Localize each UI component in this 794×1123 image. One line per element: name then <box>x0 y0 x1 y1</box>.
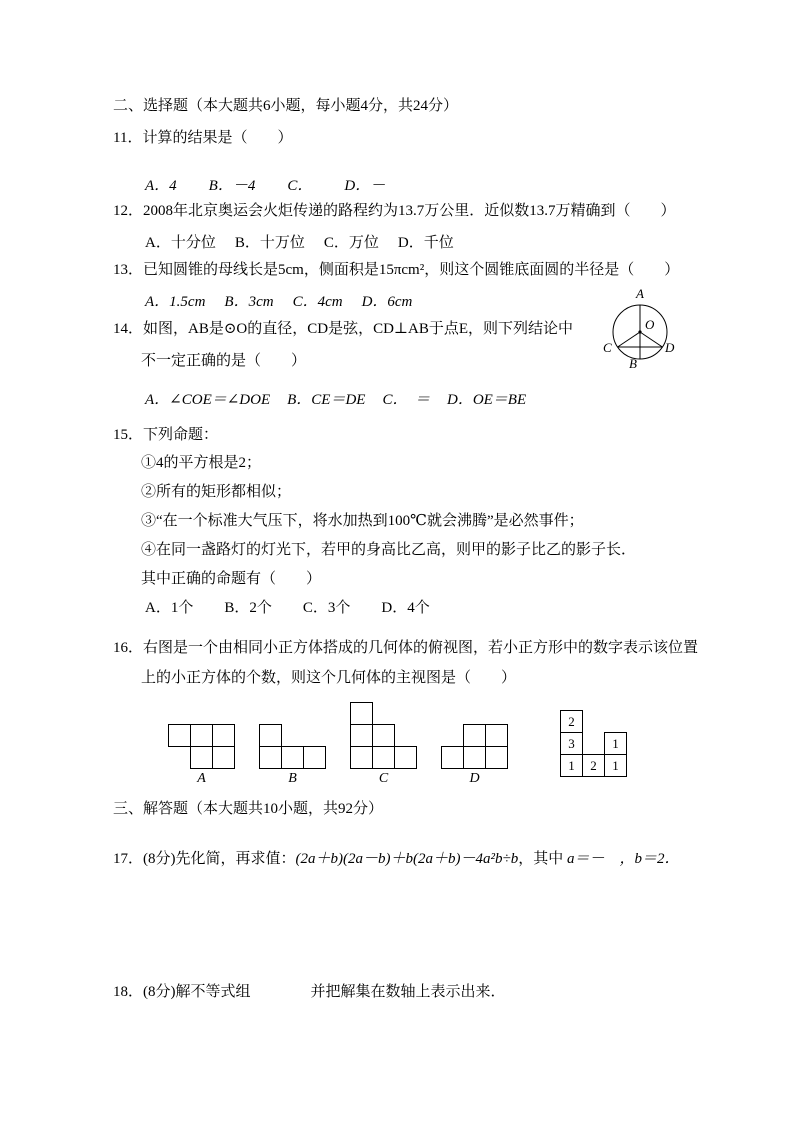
q13-option-a: A．1.5cm <box>145 294 206 310</box>
grid-cell <box>485 746 508 769</box>
q16-figure-label-a: A <box>197 771 206 786</box>
topview-number-cell: 2 <box>560 710 583 733</box>
q16-option-figure-d <box>441 724 508 789</box>
section-choice-title: 二、选择题（本大题共6小题，每小题4分，共24分） <box>113 98 459 114</box>
q15-option-c: C．3个 <box>302 600 351 616</box>
grid-cell <box>463 724 486 747</box>
grid-cell <box>259 724 282 747</box>
topview-number-cell: 1 <box>560 754 583 777</box>
topview-number-cell: 2 <box>582 754 605 777</box>
q16-figure-label-b: B <box>288 771 297 786</box>
grid-cell <box>372 746 395 769</box>
q16-figure-label-d: D <box>469 771 480 786</box>
topview-number-cell: 1 <box>604 732 627 755</box>
q15-item-2: ②所有的矩形都相似； <box>141 484 292 500</box>
q17-values: a＝－ ，b＝2． <box>566 851 680 867</box>
q15-stem: 15．下列命题： <box>113 427 219 443</box>
q13-option-b: B．3cm <box>224 294 274 310</box>
center-o-dot <box>638 330 641 333</box>
radius-oc-line <box>618 332 640 347</box>
q16-shape-c <box>350 702 417 769</box>
grid-cell <box>350 746 373 769</box>
q15-option-b: B．2个 <box>224 600 272 616</box>
q14-option-b: B．CE＝DE <box>287 392 366 408</box>
q18-stem: 18．(8分)解不等式组 并把解集在数轴上表示出来． <box>113 984 506 1000</box>
q13-option-c: C．4cm <box>292 294 343 310</box>
q16-option-figure-a <box>168 724 235 789</box>
grid-cell <box>441 746 464 769</box>
q15-options <box>113 598 733 618</box>
q16-shape-a <box>168 724 235 769</box>
grid-cell <box>212 724 235 747</box>
q12-options <box>113 233 733 253</box>
q17-mid: ，其中 <box>518 851 567 867</box>
q13-stem: 13．已知圆锥的母线长是5cm，侧面积是15πcm²，则这个圆锥底面圆的半径是（ ） <box>113 262 680 278</box>
q11-option-a: A．4 <box>145 178 177 194</box>
q16-figure-label-c: C <box>378 771 389 786</box>
q11-options <box>113 176 733 196</box>
label-c: C <box>603 340 612 355</box>
q16-top-view-figure <box>560 710 627 789</box>
grid-cell <box>463 746 486 769</box>
q16-stem-line1: 16．右图是一个由相同小正方体搭成的几何体的俯视图，若小正方形中的数字表示该位置 <box>113 640 699 656</box>
exam-content <box>113 96 733 1002</box>
label-b: B <box>629 356 637 371</box>
q12-option-c: C．万位 <box>323 235 379 251</box>
grid-cell <box>350 702 373 725</box>
q15-item-4: ④在同一盏路灯的灯光下，若甲的身高比乙高，则甲的影子比乙的影子长． <box>141 542 637 558</box>
label-o: O <box>645 317 655 332</box>
radius-od-line <box>640 332 662 347</box>
grid-cell <box>190 746 213 769</box>
q12-stem: 12．2008年北京奥运会火炬传递的路程约为13.7万公里．近似数13.7万精确到（ ） <box>113 203 676 219</box>
grid-cell <box>394 746 417 769</box>
label-a: A <box>636 286 644 301</box>
q14-circle-figure <box>598 284 690 376</box>
q15-option-d: D．4个 <box>381 600 430 616</box>
q16-option-figure-b <box>259 724 326 789</box>
q16-shape-d <box>441 724 508 769</box>
q12-option-b: B．十万位 <box>234 235 305 251</box>
q12-option-d: D．千位 <box>397 235 454 251</box>
q15-item-3: ③“在一个标准大气压下，将水加热到100℃就会沸腾”是必然事件； <box>141 513 584 529</box>
q16-option-figure-c <box>350 702 417 789</box>
q15-conclusion: 其中正确的命题有（ ） <box>141 571 322 587</box>
q14-stem-line2: 不一定正确的是（ ） <box>141 353 307 369</box>
grid-cell <box>168 724 191 747</box>
q14-option-a: A．∠COE＝∠DOE <box>145 392 271 408</box>
q16-topview-spacer <box>560 777 627 789</box>
grid-cell <box>303 746 326 769</box>
q17-stem <box>113 849 733 869</box>
q16-figures <box>168 702 733 789</box>
q12-option-a: A．十分位 <box>145 235 216 251</box>
q14-option-d: D．OE＝BE <box>446 392 527 408</box>
q11-option-b: B．－4 <box>208 178 256 194</box>
topview-number-cell: 1 <box>604 754 627 777</box>
q16-stem-line2: 上的小正方体的个数，则这个几何体的主视图是（ ） <box>141 670 517 686</box>
topview-number-cell: 3 <box>560 732 583 755</box>
q14-options <box>113 390 733 410</box>
grid-cell <box>350 724 373 747</box>
grid-cell <box>259 746 282 769</box>
q17-prefix: 17．(8分)先化简，再求值： <box>113 851 296 867</box>
grid-cell <box>212 746 235 769</box>
q16-topview-grid <box>560 710 627 777</box>
q11-option-d: D．－ <box>344 178 386 194</box>
grid-cell <box>485 724 508 747</box>
q14-stem-line1: 14．如图，AB是⊙O的直径，CD是弦，CD⊥AB于点E，则下列结论中 <box>113 321 574 337</box>
label-d: D <box>665 340 675 355</box>
q17-formula: (2a＋b)(2a－b)＋b(2a＋b)－4a²b÷b <box>295 851 519 867</box>
q14-option-c: C． ＝ <box>382 392 430 408</box>
q15-option-a: A．1个 <box>145 600 194 616</box>
grid-cell <box>372 724 395 747</box>
q11-option-c: C． <box>287 178 313 194</box>
q16-shape-b <box>259 724 326 769</box>
q13-option-d: D．6cm <box>361 294 413 310</box>
grid-cell <box>190 724 213 747</box>
q15-item-1: ①4的平方根是2； <box>141 455 262 471</box>
q11-stem: 11．计算的结果是（ ） <box>113 130 293 146</box>
grid-cell <box>281 746 304 769</box>
section-answer-title: 三、解答题（本大题共10小题，共92分） <box>113 801 384 817</box>
